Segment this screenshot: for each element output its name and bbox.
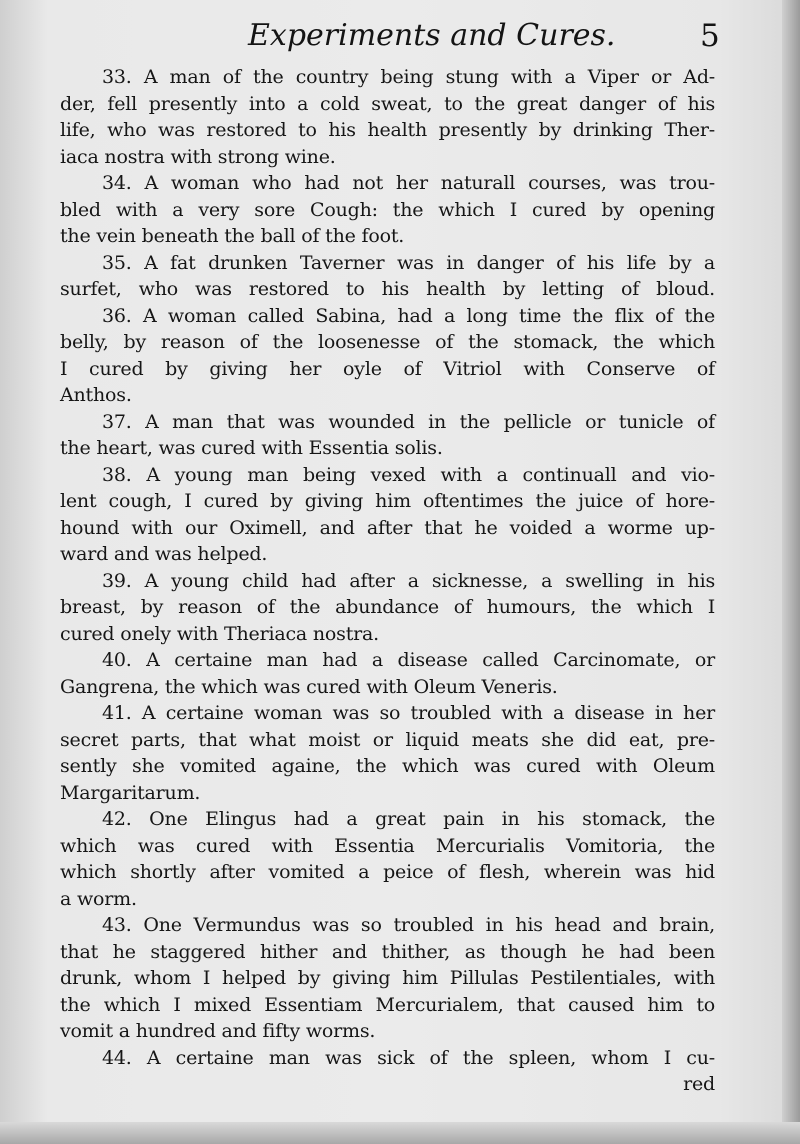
text-line: vomit a hundred and fifty worms. xyxy=(60,1020,376,1042)
page-edge-shadow xyxy=(782,0,800,1144)
text-line: 34. A woman who had not her naturall courses, was trou- xyxy=(102,172,715,194)
text-line: the vein beneath the ball of the foot. xyxy=(60,225,405,247)
text-line: drunk, whom I helped by giving him Pillulas Pestilentiales, with xyxy=(60,967,715,989)
text-line: 41. A certaine woman was so troubled with a disease in her xyxy=(102,702,715,724)
text-line: breast, by reason of the abundance of humours, the which I xyxy=(60,596,715,618)
text-line: a worm. xyxy=(60,887,137,910)
page-bottom-shadow xyxy=(0,1122,800,1144)
text-line: I cured by giving her oyle of Vitriol with Conserve of xyxy=(60,357,715,380)
text-line: 42. One Elingus had a great pain in his stomack, the xyxy=(102,808,715,830)
text-line: 35. A fat drunken Taverner was in danger of his life by a xyxy=(102,251,715,274)
text-line: 39. A young child had after a sicknesse, a swelling in his xyxy=(102,569,715,592)
text-line: Margaritarum. xyxy=(60,781,201,804)
text-line: 36. A woman called Sabina, had a long time the flix of the xyxy=(102,304,715,327)
text-line: 43. One Vermundus was so troubled in his head and brain, xyxy=(102,914,715,936)
text-line: cured onely with Theriaca nostra. xyxy=(60,622,379,645)
page-number: 5 xyxy=(700,18,720,54)
text-line: life, who was restored to his health presently by drinking Ther- xyxy=(60,119,715,141)
body-text xyxy=(60,64,715,1098)
text-line: lent cough, I cured by giving him oftentimes the juice of hore- xyxy=(60,490,715,512)
text-line: secret parts, that what moist or liquid meats she did eat, pre- xyxy=(60,728,715,751)
text-line: bled with a very sore Cough: the which I cured by opening xyxy=(60,198,715,221)
catchword: red xyxy=(683,1073,715,1095)
text-line: 44. A certaine man was sick of the spleen, whom I cu- xyxy=(102,1046,715,1069)
text-line: hound with our Oximell, and after that he voided a worme up- xyxy=(60,516,715,539)
text-line: 40. A certaine man had a disease called Carcinomate, or xyxy=(102,649,715,671)
text-line: ward and was helped. xyxy=(60,543,268,565)
text-line: which shortly after vomited a peice of flesh, wherein was hid xyxy=(60,861,715,883)
text-line: der, fell presently into a cold sweat, to the great danger of his xyxy=(60,92,715,115)
page-header xyxy=(0,16,800,56)
text-line: 37. A man that was wounded in the pellicle or tunicle of xyxy=(102,410,715,433)
text-line: the heart, was cured with Essentia solis. xyxy=(60,437,443,459)
text-line: Gangrena, the which was cured with Oleum Veneris. xyxy=(60,675,558,698)
text-line: iaca nostra with strong wine. xyxy=(60,145,336,168)
text-line: 33. A man of the country being stung with a Viper or Ad- xyxy=(102,66,715,88)
text-line: sently she vomited againe, the which was cured with Oleum xyxy=(60,755,715,777)
text-line: surfet, who was restored to his health by letting of bloud. xyxy=(60,278,715,300)
text-line: the which I mixed Essentiam Mercurialem, that caused him to xyxy=(60,993,715,1016)
text-line: belly, by reason of the loosenesse of the stomack, the which xyxy=(60,331,715,353)
text-line: 38. A young man being vexed with a continuall and vio- xyxy=(102,463,715,486)
text-line: that he staggered hither and thither, as though he had been xyxy=(60,940,715,963)
running-title: Experiments and Cures. xyxy=(248,18,616,53)
text-line: which was cured with Essentia Mercurialis Vomitoria, the xyxy=(60,834,715,857)
text-line: Anthos. xyxy=(60,384,132,406)
